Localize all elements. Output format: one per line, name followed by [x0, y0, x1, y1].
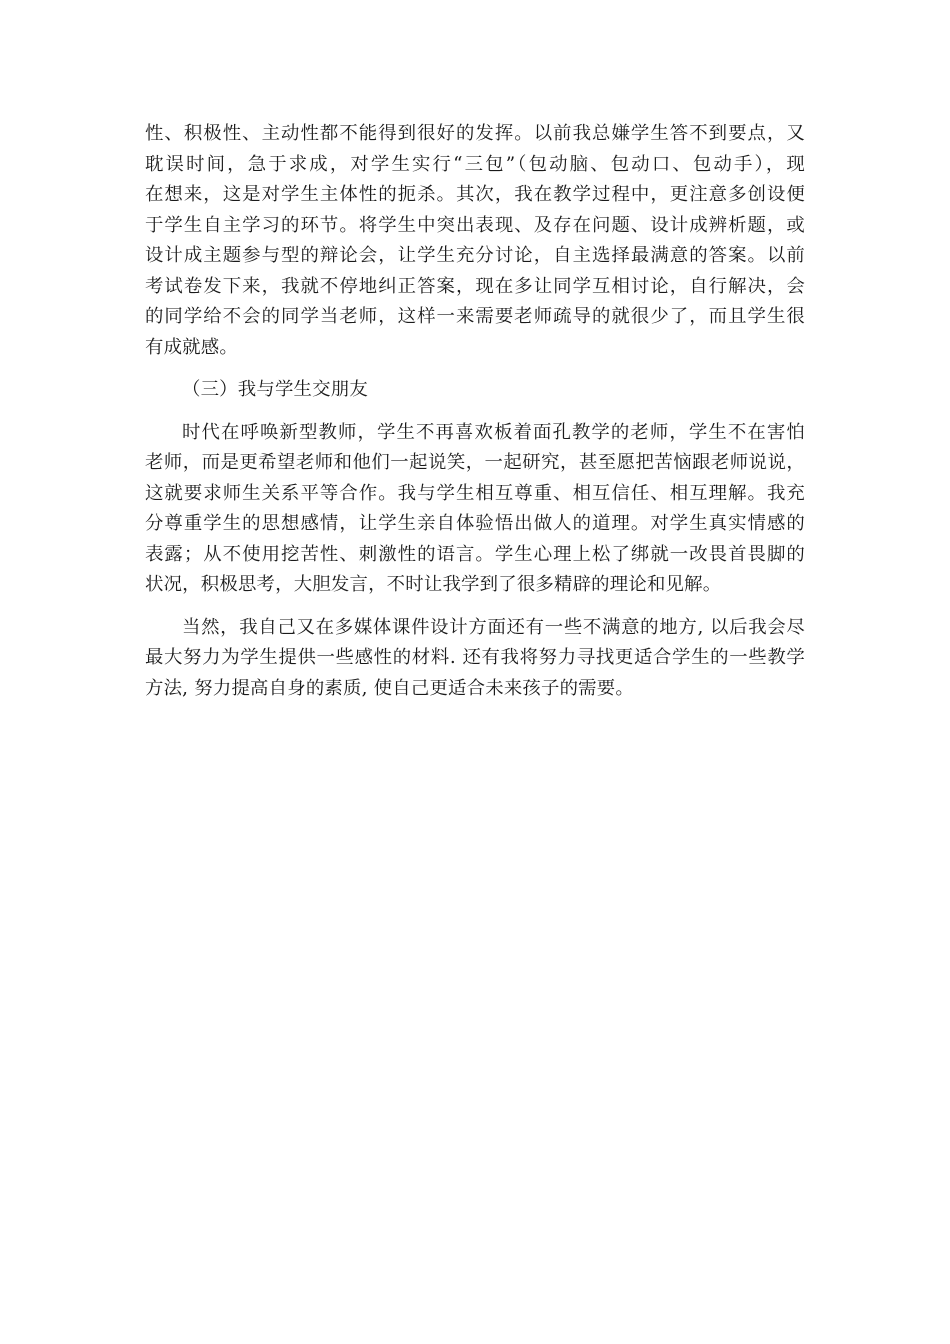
text-line: 分尊重学生的思想感情，让学生亲自体验悟出做人的道理。对学生真实情感的 [145, 513, 805, 534]
document-body [145, 119, 805, 704]
text-line: 当然，我自己又在多媒体课件设计方面还有一些不满意的地方, 以后我会尽 [182, 616, 805, 638]
paragraph-student-initiative [145, 119, 805, 363]
text-line: 表露；从不使用挖苦性、刺激性的语言。学生心理上松了绑就一改畏首畏脚的 [145, 543, 805, 565]
text-line: 设计成主题参与型的辩论会，让学生充分讨论，自主选择最满意的答案。以前 [145, 245, 805, 266]
text-line: 耽误时间，急于求成，对学生实行“三包”（包动脑、包动口、包动手），现 [145, 153, 805, 175]
section-heading: （三）我与学生交朋友 [182, 379, 368, 400]
text-line: 有成就感。 [145, 336, 238, 358]
text-line: 老师，而是更希望老师和他们一起说笑，一起研究，甚至愿把苦恼跟老师说说， [145, 452, 805, 473]
text-line: 这就要求师生关系平等合作。我与学生相互尊重、相互信任、相互理解。我充 [145, 482, 805, 504]
text-line: 性、积极性、主动性都不能得到很好的发挥。以前我总嫌学生答不到要点，又 [145, 123, 805, 144]
text-line: 的同学给不会的同学当老师，这样一来需要老师疏导的就很少了，而且学生很 [145, 306, 805, 327]
text-line: 考试卷发下来，我就不停地纠正答案，现在多让同学互相讨论，自行解决，会 [145, 275, 805, 297]
text-line: 于学生自主学习的环节。将学生中突出表现、及存在问题、设计成辨析题，或 [145, 214, 805, 236]
paragraph-conclusion [145, 613, 805, 705]
text-line: 在想来，这是对学生主体性的扼杀。其次，我在教学过程中，更注意多创设便 [145, 184, 805, 205]
text-line: 时代在呼唤新型教师，学生不再喜欢板着面孔教学的老师，学生不在害怕 [182, 421, 805, 443]
text-line: 方法, 努力提高自身的素质, 使自己更适合未来孩子的需要。 [145, 677, 634, 699]
paragraph-friends-with-students [145, 418, 805, 601]
text-line: 状况，积极思考，大胆发言，不时让我学到了很多精辟的理论和见解。 [145, 574, 722, 595]
text-line: 最大努力为学生提供一些感性的材料. 还有我将努力寻找更适合学生的一些教学 [145, 647, 805, 668]
